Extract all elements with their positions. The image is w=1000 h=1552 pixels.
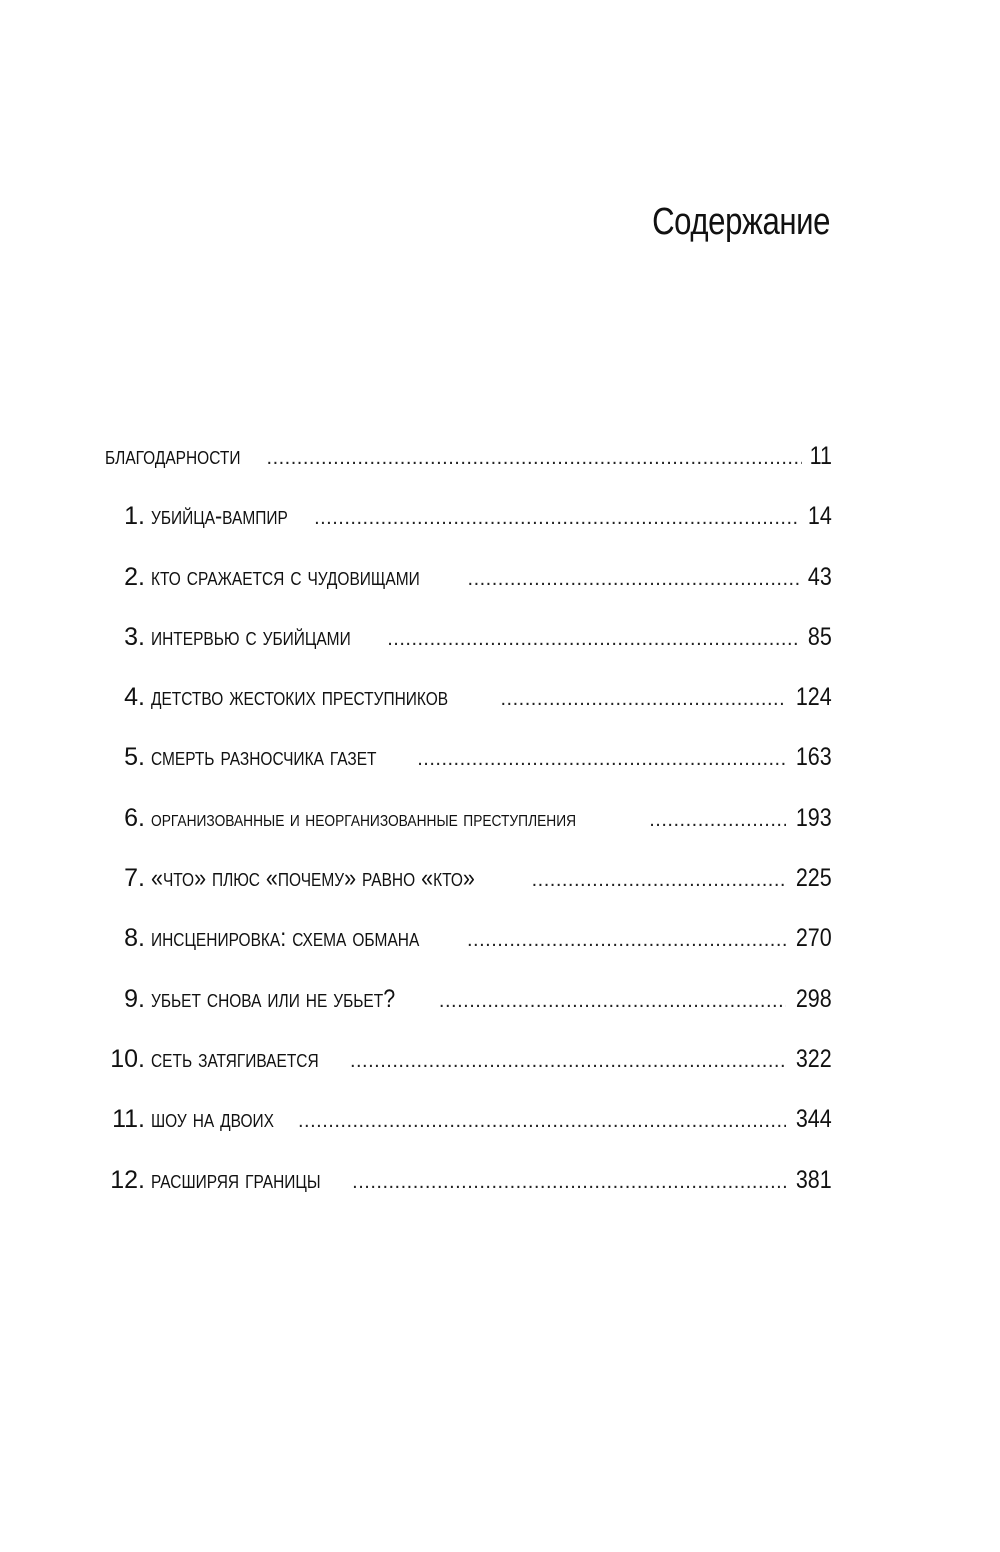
toc-entry-chapter-8[interactable]: [105, 920, 832, 980]
table-of-contents: [105, 438, 832, 1222]
toc-entry-label: детство жестоких преступников: [151, 683, 449, 712]
toc-entry-page: 298: [796, 984, 832, 1013]
toc-entry-label: убьет снова или не убьет?: [151, 984, 396, 1013]
toc-entry-number: 5.: [124, 743, 145, 772]
toc-entry-chapter-12[interactable]: [105, 1162, 832, 1222]
toc-entry-acknowledgements[interactable]: [105, 438, 832, 498]
toc-entry-page: 163: [796, 743, 832, 772]
toc-entry-page: 193: [796, 803, 832, 832]
toc-entry-label: организованные и неорганизованные преступления: [151, 804, 577, 831]
toc-entry-number: 1.: [124, 502, 145, 531]
toc-dot-leader: [314, 500, 800, 536]
toc-dot-leader: [417, 741, 786, 777]
toc-dot-leader: [352, 1164, 786, 1200]
toc-entry-chapter-1[interactable]: [105, 498, 832, 558]
toc-dot-leader: [298, 1103, 786, 1139]
toc-entry-chapter-9[interactable]: [105, 981, 832, 1041]
toc-dot-leader: [468, 561, 801, 597]
toc-entry-number: 3.: [124, 622, 145, 651]
toc-entry-label: смерть разносчика газет: [151, 743, 377, 772]
toc-entry-chapter-7[interactable]: [105, 860, 832, 920]
toc-dot-leader: [350, 1043, 786, 1079]
toc-entry-number: 11.: [112, 1105, 145, 1134]
toc-entry-page: 124: [796, 683, 832, 712]
toc-entry-chapter-11[interactable]: [105, 1101, 832, 1161]
toc-dot-leader: [467, 922, 786, 958]
toc-entry-chapter-5[interactable]: [105, 739, 832, 799]
toc-entry-page: 270: [796, 924, 832, 953]
toc-entry-label: шоу на двоих: [151, 1105, 274, 1134]
toc-entry-chapter-10[interactable]: [105, 1041, 832, 1101]
toc-entry-number: 4.: [124, 683, 145, 712]
toc-entry-page: 85: [808, 622, 832, 651]
toc-dot-leader: [500, 681, 786, 717]
toc-entry-chapter-6[interactable]: [105, 800, 832, 860]
toc-entry-label: расширяя границы: [151, 1165, 321, 1194]
toc-entry-number: 2.: [124, 562, 145, 591]
toc-entry-label: благодарности: [105, 442, 241, 470]
toc-entry-number: 8.: [124, 924, 145, 953]
toc-entry-page: 344: [796, 1105, 832, 1134]
toc-dot-leader: [532, 862, 787, 898]
toc-entry-chapter-4[interactable]: [105, 679, 832, 739]
page-title: Содержание: [651, 201, 830, 244]
toc-entry-number: 6.: [124, 803, 145, 832]
toc-entry-label: сеть затягивается: [151, 1044, 319, 1073]
toc-entry-chapter-2[interactable]: [105, 559, 832, 619]
toc-entry-label: «что» плюс «почему» равно «кто»: [151, 864, 475, 893]
toc-entry-label: интервью с убийцами: [151, 622, 351, 651]
toc-entry-number: 10.: [110, 1044, 145, 1073]
toc-entry-page: 11: [809, 442, 832, 470]
toc-dot-leader: [267, 440, 803, 476]
toc-entry-page: 14: [808, 502, 832, 531]
toc-entry-chapter-3[interactable]: [105, 619, 832, 679]
toc-entry-number: 9.: [124, 984, 145, 1013]
toc-entry-number: 7.: [124, 864, 145, 893]
toc-entry-label: инсценировка: схема обмана: [151, 924, 420, 953]
toc-entry-page: 381: [796, 1165, 832, 1194]
toc-entry-number: 12.: [110, 1165, 145, 1194]
toc-entry-page: 322: [796, 1044, 832, 1073]
toc-entry-label: кто сражается с чудовищами: [151, 562, 420, 591]
toc-dot-leader: [439, 983, 786, 1019]
toc-dot-leader: [649, 802, 786, 838]
toc-entry-page: 225: [796, 864, 832, 893]
toc-entry-page: 43: [808, 562, 832, 591]
toc-dot-leader: [387, 621, 800, 657]
toc-entry-label: убийца-вампир: [151, 502, 288, 531]
